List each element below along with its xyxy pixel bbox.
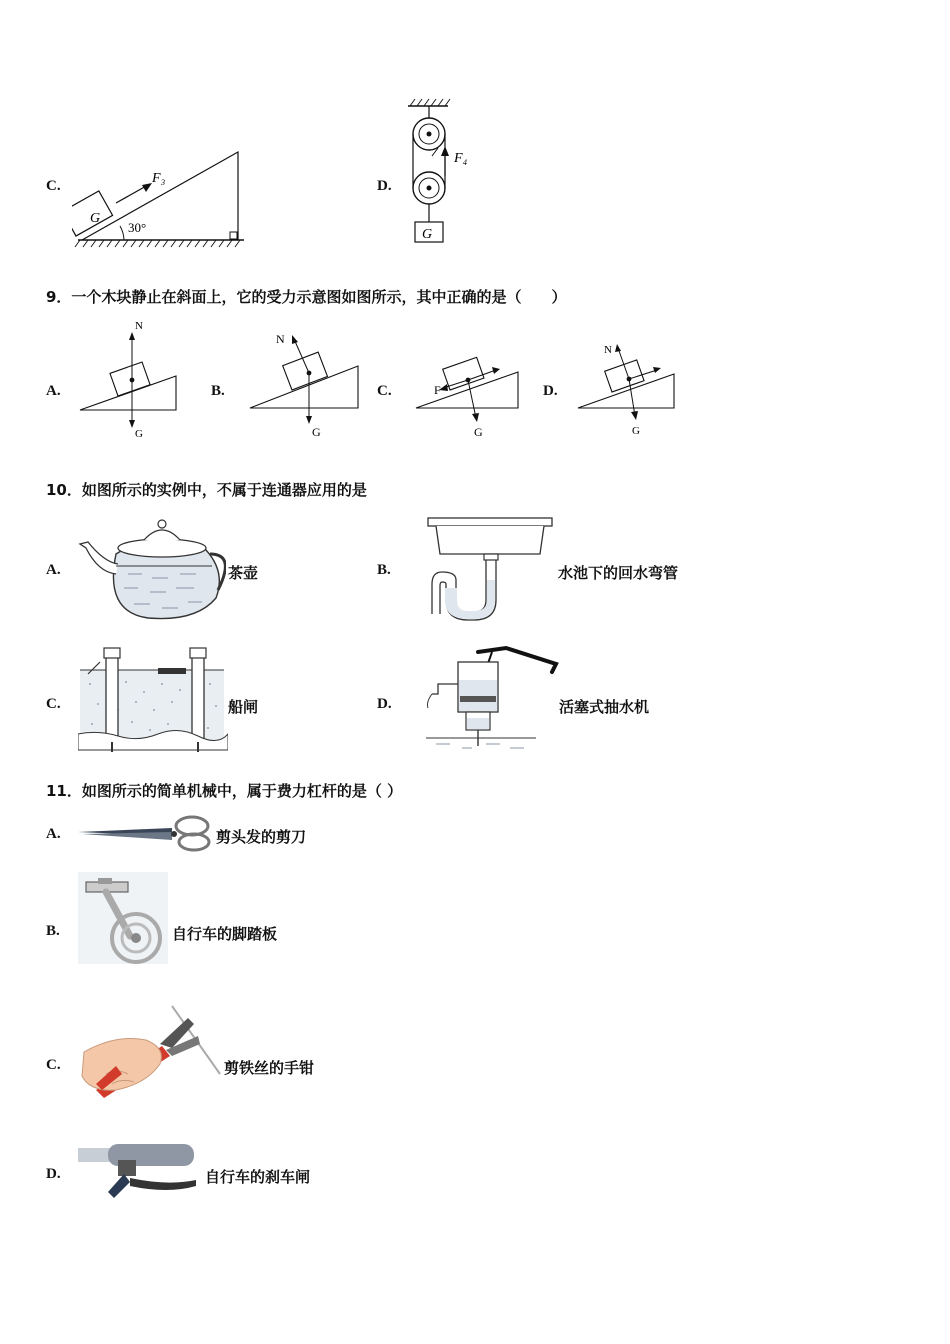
- q11-option-b-letter: B.: [46, 923, 60, 939]
- q11-a-caption: 剪头发的剪刀: [216, 828, 307, 846]
- bicycle-pedal-image: [78, 872, 168, 964]
- q10-c-caption: 船闸: [228, 698, 259, 716]
- q11-d-caption: 自行车的刹车闸: [205, 1168, 311, 1186]
- q9-option-b-letter: B.: [211, 383, 225, 399]
- q8-d-force-label: F₄: [454, 151, 468, 166]
- q11-option-a-letter: A.: [46, 826, 61, 842]
- q11-option-d-letter: D.: [46, 1166, 61, 1182]
- teapot-image: [76, 514, 226, 622]
- q9-question: 9．一个木块静止在斜面上，它的受力示意图如图所示，其中正确的是（ ）: [46, 288, 567, 306]
- q9-figure-b: [246, 326, 362, 442]
- q8-option-c-letter: C.: [46, 178, 61, 194]
- q9-option-d-letter: D.: [543, 383, 558, 399]
- q10-option-a-letter: A.: [46, 562, 61, 578]
- q10-option-d-letter: D.: [377, 696, 392, 712]
- q10-b-caption: 水池下的回水弯管: [558, 564, 679, 582]
- q8-figure-c-incline: [72, 148, 250, 248]
- q11-option-c-letter: C.: [46, 1057, 61, 1073]
- q10-option-b-letter: B.: [377, 562, 391, 578]
- scissors-image: [76, 814, 214, 854]
- ship-lock-image: [78, 644, 228, 754]
- q9-c-label-f: F: [434, 383, 441, 397]
- q10-question: 10．如图所示的实例中，不属于连通器应用的是: [46, 481, 367, 499]
- q8-option-d-letter: D.: [377, 178, 392, 194]
- q8-d-block-label: G: [422, 227, 433, 242]
- q8-c-force-label: F₃: [152, 171, 166, 186]
- q9-d-label-n: N: [604, 344, 612, 356]
- q8-figure-d-pulley: [402, 96, 482, 248]
- sink-trap-image: [406, 514, 556, 622]
- q9-option-c-letter: C.: [377, 383, 392, 399]
- q10-option-c-letter: C.: [46, 696, 61, 712]
- q10-a-caption: 茶壶: [228, 564, 259, 582]
- wire-pliers-image: [76, 1004, 222, 1104]
- q8-c-block-label: G: [90, 211, 101, 226]
- q9-a-label-g: G: [135, 428, 143, 440]
- q8-c-angle-label: 30°: [128, 220, 147, 235]
- q9-figure-a: [78, 318, 182, 442]
- q10-d-caption: 活塞式抽水机: [559, 698, 650, 716]
- q11-b-caption: 自行车的脚踏板: [172, 925, 278, 943]
- q9-figure-c: [412, 354, 524, 442]
- brake-lever-image: [78, 1140, 202, 1202]
- q9-b-label-n: N: [276, 332, 285, 346]
- q9-option-a-letter: A.: [46, 383, 61, 399]
- q11-c-caption: 剪铁丝的手钳: [224, 1059, 315, 1077]
- q9-c-label-g: G: [474, 425, 483, 439]
- q11-question: 11．如图所示的简单机械中，属于费力杠杆的是（ ）: [46, 782, 403, 800]
- q9-a-label-n: N: [135, 320, 143, 332]
- q9-d-label-g: G: [632, 425, 640, 437]
- q9-figure-d: [574, 340, 678, 442]
- q9-b-label-g: G: [312, 425, 321, 439]
- piston-pump-image: [406, 644, 560, 754]
